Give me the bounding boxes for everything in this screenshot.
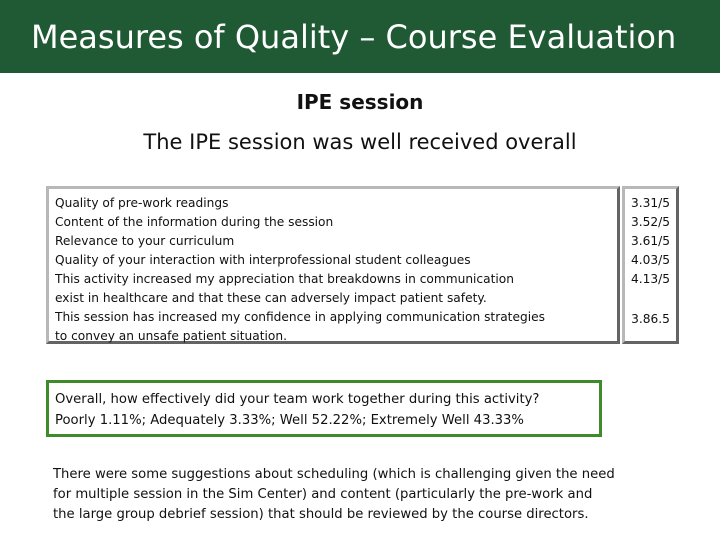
teamwork-question: Overall, how effectively did your team work together during this activity? — [55, 392, 540, 407]
score-value: 3.61/5 — [631, 234, 670, 248]
teamwork-results: Poorly 1.11%; Adequately 3.33%; Well 52.22%; Extremely Well 43.33% — [55, 413, 524, 428]
note-line: for multiple session in the Sim Center) and content (particularly the pre-work and — [53, 487, 593, 502]
note-line: the large group debrief session) that should be reviewed by the course directors. — [53, 507, 589, 522]
score-value: 4.13/5 — [631, 272, 670, 286]
score-spacer — [629, 289, 672, 310]
scores-box — [622, 186, 679, 344]
note-line: There were some suggestions about scheduling (which is challenging given the need — [53, 467, 615, 482]
score-value: 3.52/5 — [631, 215, 670, 229]
score-value: 3.86.5 — [631, 312, 670, 326]
slide-title: Measures of Quality – Course Evaluation — [31, 17, 677, 56]
question-row: Relevance to your curriculum — [55, 234, 235, 248]
question-row-continued: exist in healthcare and that these can adversely impact patient safety. — [55, 291, 487, 305]
questions-box — [46, 186, 620, 344]
question-row: This session has increased my confidence in applying communication strategies — [55, 310, 545, 324]
score-value: 4.03/5 — [631, 253, 670, 267]
question-row: Quality of your interaction with interprofessional student colleagues — [55, 253, 471, 267]
section-heading: IPE session — [296, 90, 424, 114]
question-row: This activity increased my appreciation that breakdowns in communication — [55, 272, 514, 286]
teamwork-box — [46, 380, 602, 437]
question-row: Quality of pre-work readings — [55, 196, 229, 210]
suggestions-note — [53, 465, 703, 525]
question-row: Content of the information during the session — [55, 215, 334, 229]
title-bar — [0, 0, 720, 73]
question-row-continued: to convey an unsafe patient situation. — [55, 329, 287, 343]
section-subheading: The IPE session was well received overall — [143, 130, 577, 154]
score-value: 3.31/5 — [631, 196, 670, 210]
